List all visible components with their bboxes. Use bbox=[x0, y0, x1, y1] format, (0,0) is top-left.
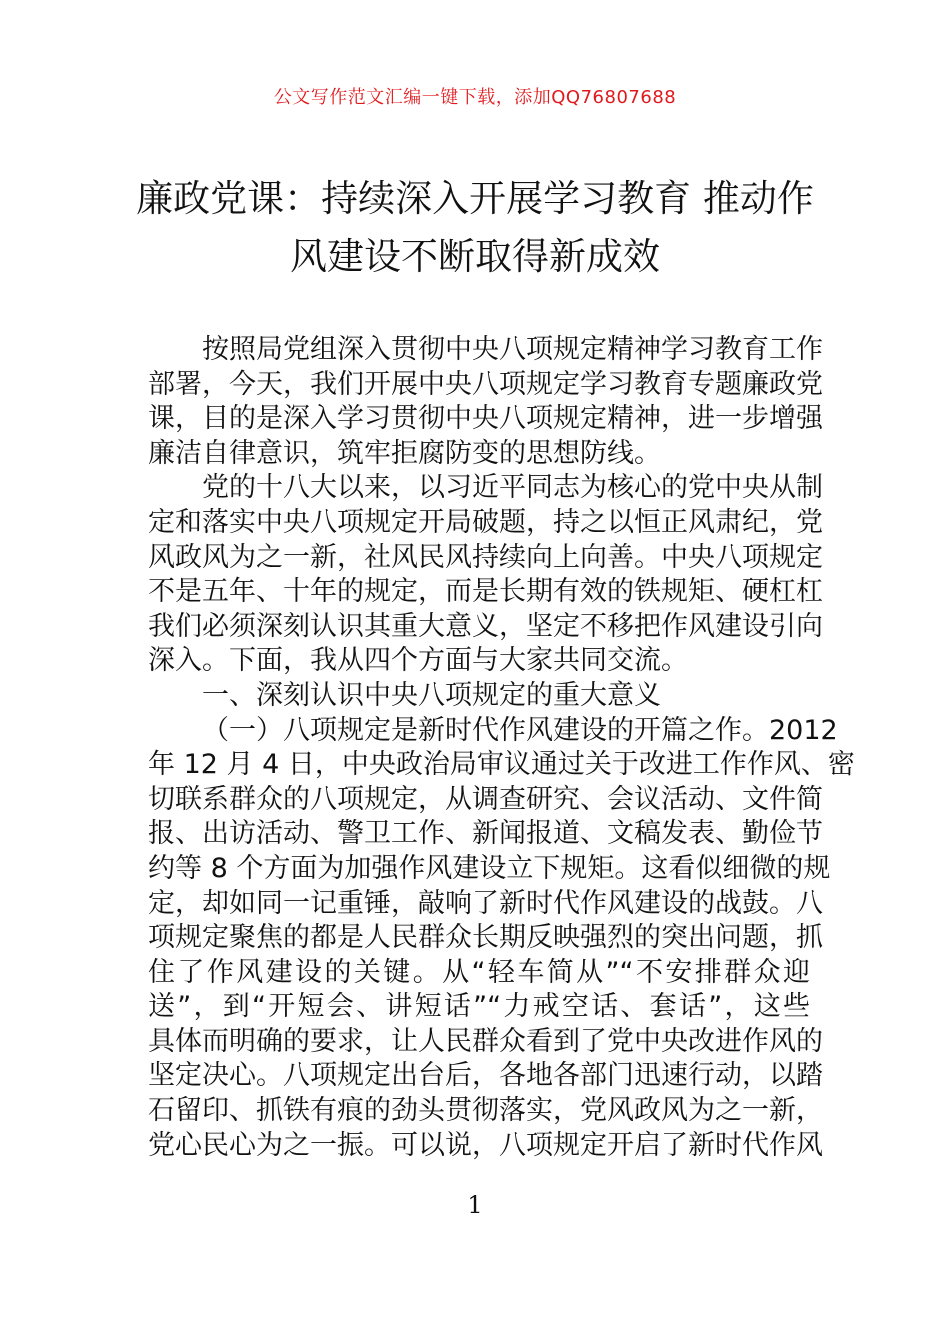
paragraph-3-line-8: 住了作风建设的关键。从“轻车简从”“不安排群众迎 bbox=[148, 956, 810, 988]
paragraph-2-line-6: 深入。下面，我从四个方面与大家共同交流。 bbox=[148, 645, 688, 677]
title-line-1: 廉政党课：持续深入开展学习教育 推动作 bbox=[136, 177, 814, 220]
paragraph-1-line-3: 课，目的是深入学习贯彻中央八项规定精神，进一步增强 bbox=[148, 403, 823, 435]
paragraph-2-line-3: 风政风为之一新，社风民风持续向上向善。中央八项规定 bbox=[148, 541, 823, 573]
page-number: 1 bbox=[467, 1191, 483, 1219]
paragraph-2-line-5: 我们必须深刻认识其重大意义，坚定不移把作风建设引向 bbox=[148, 610, 823, 642]
paragraph-3-line-6: 定，却如同一记重锤，敲响了新时代作风建设的战鼓。八 bbox=[148, 887, 823, 919]
paragraph-3-line-2: 年 12 月 4 日，中央政治局审议通过关于改进工作作风、密 bbox=[148, 749, 855, 781]
paragraph-3-line-12: 石留印、抓铁有痕的劲头贯彻落实，党风政风为之一新， bbox=[148, 1095, 823, 1127]
section-heading-1: 一、深刻认识中央八项规定的重大意义 bbox=[202, 679, 661, 711]
paragraph-3-line-13: 党心民心为之一振。可以说，八项规定开启了新时代作风 bbox=[148, 1129, 823, 1161]
paragraph-1-line-4: 廉洁自律意识，筑牢拒腐防变的思想防线。 bbox=[148, 437, 661, 469]
promo-banner: 公文写作范文汇编一键下载，添加QQ76807688 bbox=[273, 87, 677, 108]
paragraph-1-line-1: 按照局党组深入贯彻中央八项规定精神学习教育工作 bbox=[202, 334, 823, 365]
document-title bbox=[120, 170, 830, 286]
paragraph-3-line-11: 坚定决心。八项规定出台后，各地各部门迅速行动，以踏 bbox=[148, 1060, 823, 1092]
paragraph-3-line-3: 切联系群众的八项规定，从调查研究、会议活动、文件简 bbox=[148, 783, 823, 815]
paragraph-3-line-1: （一）八项规定是新时代作风建设的开篇之作。2012 bbox=[202, 714, 838, 746]
paragraph-3-line-9: 送”，到“开短会、讲短话”“力戒空话、套话”，这些 bbox=[148, 991, 810, 1023]
paragraph-3-line-7: 项规定聚焦的都是人民群众长期反映强烈的突出问题，抓 bbox=[148, 922, 823, 954]
paragraph-1-line-2: 部署，今天，我们开展中央八项规定学习教育专题廉政党 bbox=[148, 368, 823, 400]
paragraph-3-line-4: 报、出访活动、警卫工作、新闻报道、文稿发表、勤俭节 bbox=[148, 818, 823, 850]
paragraph-3-line-10: 具体而明确的要求，让人民群众看到了党中央改进作风的 bbox=[148, 1025, 823, 1057]
paragraph-2-line-1: 党的十八大以来，以习近平同志为核心的党中央从制 bbox=[202, 472, 823, 504]
paragraph-2-line-2: 定和落实中央八项规定开局破题，持之以恒正风肃纪，党 bbox=[148, 506, 823, 538]
paragraph-3-line-5: 约等 8 个方面为加强作风建设立下规矩。这看似细微的规 bbox=[148, 852, 831, 884]
paragraph-2-line-4: 不是五年、十年的规定，而是长期有效的铁规矩、硬杠杠 bbox=[148, 576, 823, 608]
document-body bbox=[148, 333, 855, 1163]
title-line-2: 风建设不断取得新成效 bbox=[290, 235, 660, 278]
